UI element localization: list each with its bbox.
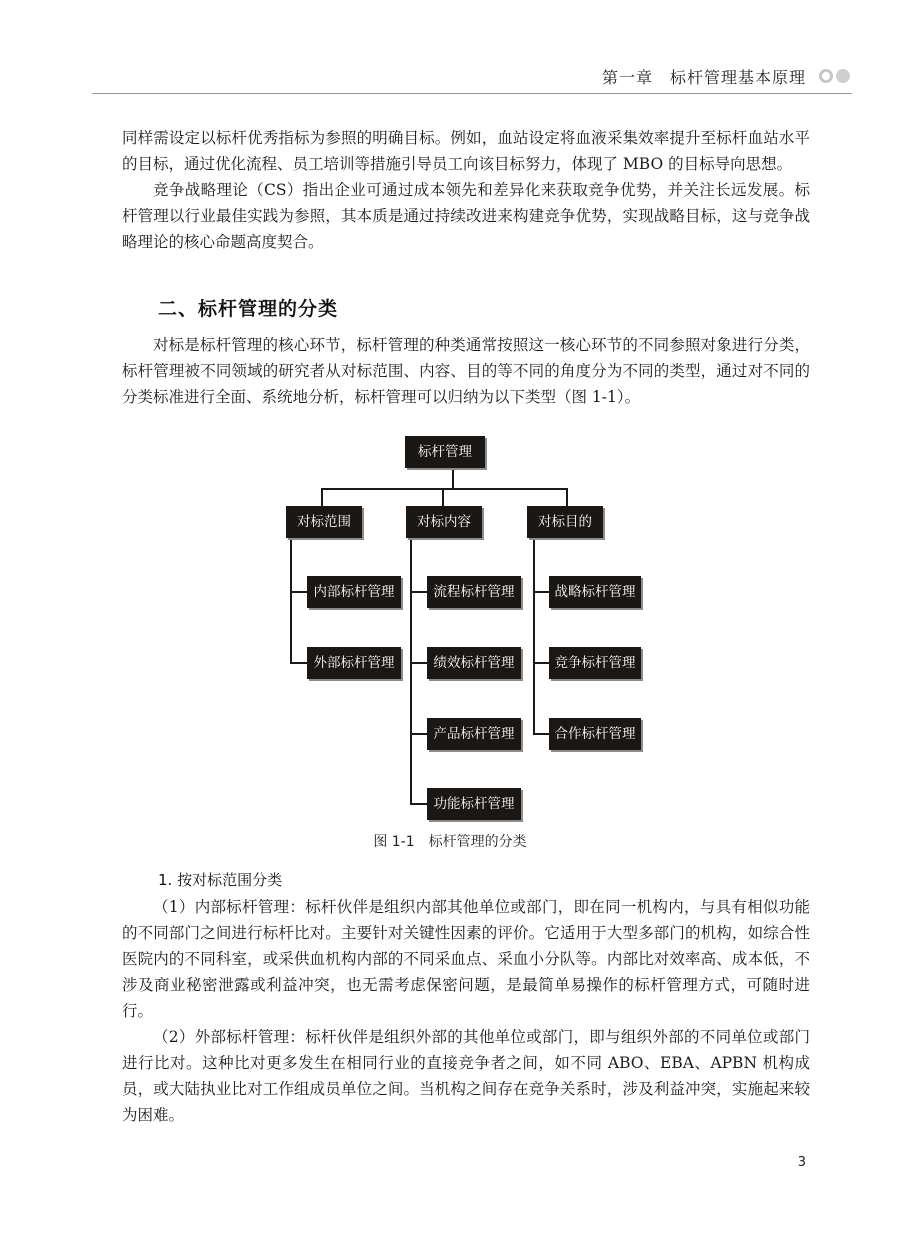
connector-line [442, 488, 444, 506]
connector-line [321, 488, 567, 490]
diagram-leaf-node: 合作标杆管理 [549, 718, 641, 750]
diagram-leaf-node: 内部标杆管理 [307, 576, 401, 608]
connector-line [452, 467, 454, 489]
connector-line [566, 488, 568, 506]
section-text [122, 332, 810, 410]
intro-text [122, 125, 810, 255]
connector-line [410, 733, 427, 735]
connector-line [321, 488, 323, 506]
header-decoration [816, 68, 850, 87]
diagram-branch-node: 对标范围 [286, 506, 362, 538]
subsection-text [122, 894, 810, 1128]
diagram-leaf-node: 流程标杆管理 [427, 576, 521, 608]
diagram-root-node: 标杆管理 [405, 436, 485, 468]
header-rule [92, 93, 852, 94]
connector-line [533, 662, 549, 664]
paragraph: （2）外部标杆管理：标杆伙伴是组织外部的其他单位或部门，即与组织外部的不同单位或部门进行比对。这种比对更多发生在相同行业的直接竞争者之间，如不同 ABO、EBA、APBN 机构成员，或大陆执业比对工作组成员单位之间。当机构之间存在竞争关系时，涉及利益冲突，实施起来较为困难。 [122, 1028, 810, 1124]
chapter-title: 第一章 标杆管理基本原理 [601, 68, 806, 87]
section-heading: 二、标杆管理的分类 [158, 298, 339, 320]
diagram-leaf-node: 绩效标杆管理 [427, 647, 521, 679]
running-header [92, 63, 852, 91]
subsection-heading: 1. 按对标范围分类 [158, 871, 283, 889]
connector-line [410, 803, 427, 805]
paragraph: 竞争战略理论（CS）指出企业可通过成本领先和差异化来获取竞争优势，并关注长远发展。标杆管理以行业最佳实践为参照，其本质是通过持续改进来构建竞争优势，实现战略目标，这与竞争战略理论的核心命题高度契合。 [122, 181, 810, 251]
connector-line [410, 662, 427, 664]
connector-line [290, 591, 307, 593]
solid-dot-icon [836, 69, 850, 83]
diagram-leaf-node: 功能标杆管理 [427, 788, 521, 820]
paragraph: 同样需设定以标杆优秀指标为参照的明确目标。例如，血站设定将血液采集效率提升至标杆血站水平的目标，通过优化流程、员工培训等措施引导员工向该目标努力，体现了 MBO 的目标导向思想。 [122, 129, 810, 173]
diagram-leaf-node: 产品标杆管理 [427, 718, 521, 750]
diagram-leaf-node: 竞争标杆管理 [549, 647, 641, 679]
diagram-leaf-node: 战略标杆管理 [549, 576, 641, 608]
connector-line [533, 733, 549, 735]
paragraph: （1）内部标杆管理：标杆伙伴是组织内部其他单位或部门，即在同一机构内，与具有相似功能的不同部门之间进行标杆比对。主要针对关键性因素的评价。它适用于大型多部门的机构，如综合性医院内的不同科室，或采供血机构内部的不同采血点、采血小分队等。内部比对效率高、成本低，不涉及商业秘密泄露或利益冲突，也无需考虑保密问题，是最简单易操作的标杆管理方式，可随时进行。 [122, 898, 810, 1020]
connector-line [533, 538, 535, 735]
diagram-branch-node: 对标内容 [406, 506, 482, 538]
ring-dot-icon [819, 69, 833, 83]
diagram-branch-node: 对标目的 [527, 506, 603, 538]
connector-line [290, 538, 292, 663]
connector-line [533, 591, 549, 593]
connector-line [410, 538, 412, 804]
connector-line [290, 662, 307, 664]
paragraph: 对标是标杆管理的核心环节，标杆管理的种类通常按照这一核心环节的不同参照对象进行分类，标杆管理被不同领域的研究者从对标范围、内容、目的等不同的角度分为不同的类型，通过对不同的分类标准进行全面、系统地分析，标杆管理可以归纳为以下类型（图 1-1）。 [122, 336, 810, 406]
diagram-leaf-node: 外部标杆管理 [307, 647, 401, 679]
figure-caption: 图 1-1 标杆管理的分类 [373, 834, 527, 850]
connector-line [410, 591, 427, 593]
page-number: 3 [797, 1155, 806, 1170]
